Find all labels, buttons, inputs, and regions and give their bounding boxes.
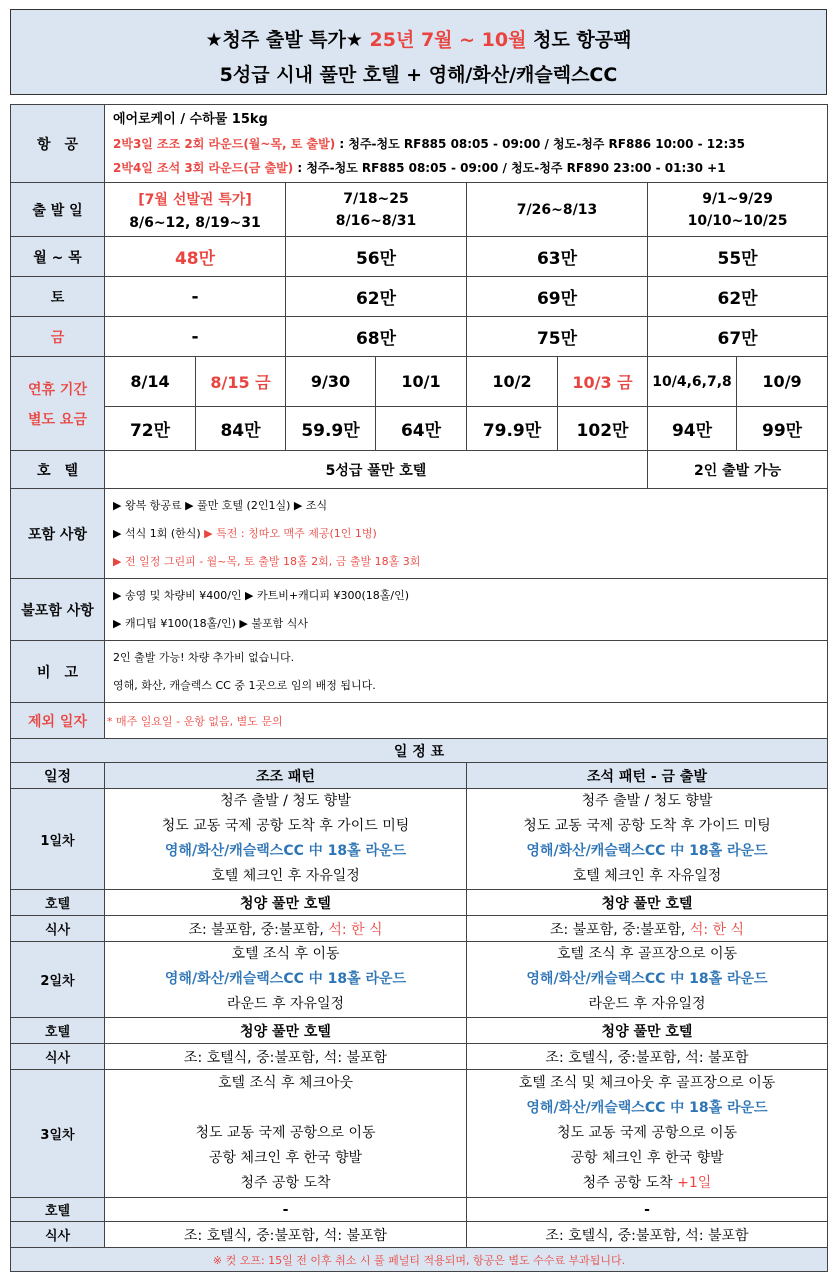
excluded-label: 불포함 사항: [11, 579, 105, 641]
included-content: ▶ 왕복 항공료 ▶ 풀만 호텔 (2인1실) ▶ 조식 ▶ 석식 1회 (한식) ▶ 특전 : 칭따오 맥주 제공(1인 1병) ▶ 전 일정 그린피 - 월~목, 토 출발 18홀 2회, 금 출발 18홀 3회: [105, 489, 828, 579]
day1-pattern-a: 청주 출발 / 청도 향발 청도 교동 국제 공항 도착 후 가이드 미팅 영해/화산/캐슬랙스CC 中 18홀 라운드 호텔 체크인 후 자유일정: [105, 789, 467, 890]
hotel-label: 호 텔: [11, 451, 105, 489]
day1-hotel-row: 호텔 청양 풀만 호텔 청양 풀만 호텔: [11, 890, 828, 916]
excluded-dates-label: 제외 일자: [11, 703, 105, 739]
excluded-content: ▶ 송영 및 차량비 ¥400/인 ▶ 카트비+캐디피 ¥300(18홀/인) ▶ 캐디팁 ¥100(18홀/인) ▶ 불포함 식사: [105, 579, 828, 641]
schedule-title: 일 정 표: [11, 739, 828, 763]
included-label: 포함 사항: [11, 489, 105, 579]
price-row-friday: 금 - 68만 75만 67만: [11, 317, 828, 357]
schedule-table: [10, 738, 828, 1272]
day2-row: 2일차 호텔 조식 후 이동 영해/화산/캐슬랙스CC 中 18홀 라운드 라운드 후 자유일정 호텔 조식 후 골프장으로 이동 영해/화산/캐슬랙스CC 中 18홀 라운드 라운드 후 자유일정: [11, 942, 828, 1018]
day2-meal-row: 식사 조: 호텔식, 중:불포함, 석: 불포함 조: 호텔식, 중:불포함, 석: 불포함: [11, 1044, 828, 1070]
day3-hotel-row: 호텔 - -: [11, 1198, 828, 1222]
departure-col-3: 7/26~8/13: [467, 183, 648, 237]
day2-hotel-row: 호텔 청양 풀만 호텔 청양 풀만 호텔: [11, 1018, 828, 1044]
schedule-col-day: 일정: [11, 763, 105, 789]
air-label: 항 공: [11, 105, 105, 183]
departure-col-2: 7/18~25 8/16~8/31: [286, 183, 467, 237]
title-banner: [10, 9, 827, 95]
day1-row: 1일차 청주 출발 / 청도 향발 청도 교동 국제 공항 도착 후 가이드 미팅 영해/화산/캐슬랙스CC 中 18홀 라운드 호텔 체크인 후 자유일정 청주 출발 / 청도 향발 청도 교동 국제 공항 도착 후 가이드 미팅 영해/화산/캐슬랙스CC 中 18홀 라운드 호텔 체크인 후 자유일정: [11, 789, 828, 890]
cutoff-footer: ※ 컷 오프: 15일 전 이후 취소 시 풀 페널티 적용되며, 항공은 별도 수수료 부과됩니다.: [11, 1248, 828, 1272]
title-line-1: [11, 25, 826, 52]
air-route-1: 2박3일 조조 2회 라운드(월~목, 토 출발) : 청주-청도 RF885 08:05 - 09:00 / 청도-청주 RF886 10:00 - 12:35: [113, 136, 745, 151]
hotel-note: 2인 출발 가능: [648, 451, 828, 489]
departure-label: 출 발 일: [11, 183, 105, 237]
air-route-2: 2박4일 조석 3회 라운드(금 출발) : 청주-청도 RF885 08:05 - 09:00 / 청도-청주 RF890 23:00 - 01:30 +1: [113, 160, 726, 175]
holiday-dates-row: 연휴 기간 별도 요금 8/14 8/15 금 9/30 10/1 10/2 10/3 금 10/4,6,7,8 10/9: [11, 357, 828, 407]
holiday-prices-row: 72만 84만 59.9만 64만 79.9만 102만 94만 99만: [11, 407, 828, 451]
day3-meal-row: 식사 조: 호텔식, 중:불포함, 석: 불포함 조: 호텔식, 중:불포함, 석: 불포함: [11, 1222, 828, 1248]
day3-pattern-b: 호텔 조식 및 체크아웃 후 골프장으로 이동 영해/화산/캐슬랙스CC 中 18홀 라운드 청도 교동 국제 공항으로 이동 공항 체크인 후 한국 향발 청주 공항 도착 +1일: [467, 1070, 828, 1198]
price-row-weekday: 월 ~ 목 48만 56만 63만 55만: [11, 237, 828, 277]
title-period: 25년 7월 ~ 10월: [369, 29, 527, 51]
price-row-saturday: 토 - 62만 69만 62만: [11, 277, 828, 317]
title-promo: ★청주 출발 특가★: [205, 29, 363, 51]
airline: 에어로케이 / 수하물 15kg: [113, 111, 268, 127]
day1-pattern-b: 청주 출발 / 청도 향발 청도 교동 국제 공항 도착 후 가이드 미팅 영해/화산/캐슬랙스CC 中 18홀 라운드 호텔 체크인 후 자유일정: [467, 789, 828, 890]
remarks-label: 비 고: [11, 641, 105, 703]
schedule-col-a: 조조 패턴: [105, 763, 467, 789]
pricing-table: [10, 104, 828, 739]
title-package: 청도 항공팩: [533, 29, 632, 51]
day3-row: 3일차 호텔 조식 후 체크아웃 청도 교동 국제 공항으로 이동 공항 체크인 후 한국 향발 청주 공항 도착 호텔 조식 및 체크아웃 후 골프장으로 이동 영해/화산/캐슬랙스CC 中 18홀 라운드 청도 교동 국제 공항으로 이동 공항 체크인 후 한국 향발 청주 공항 도착 +1일: [11, 1070, 828, 1198]
departure-col-4: 9/1~9/29 10/10~10/25: [648, 183, 828, 237]
schedule-col-b: 조석 패턴 - 금 출발: [467, 763, 828, 789]
remarks-content: 2인 출발 가능! 차량 추가비 없습니다. 영해, 화산, 캐슬렉스 CC 중 1곳으로 임의 배정 됩니다.: [105, 641, 828, 703]
title-line-2: 5성급 시내 풀만 호텔 + 영해/화산/캐슬렉스CC: [219, 64, 618, 86]
departure-col-1: [7월 선발권 특가] 8/6~12, 8/19~31: [105, 183, 286, 237]
day2-pattern-a: 호텔 조식 후 이동 영해/화산/캐슬랙스CC 中 18홀 라운드 라운드 후 자유일정: [105, 942, 467, 1018]
hotel-name: 5성급 풀만 호텔: [105, 451, 648, 489]
air-info: [105, 105, 828, 183]
holiday-label: 연휴 기간 별도 요금: [11, 357, 105, 451]
day1-meal-row: 식사 조: 불포함, 중:불포함, 석: 한 식 조: 불포함, 중:불포함, 석: 한 식: [11, 916, 828, 942]
excluded-dates-text: * 매주 일요일 - 운항 없음, 별도 문의: [105, 703, 828, 739]
day3-pattern-a: 호텔 조식 후 체크아웃 청도 교동 국제 공항으로 이동 공항 체크인 후 한국 향발 청주 공항 도착: [105, 1070, 467, 1198]
day2-pattern-b: 호텔 조식 후 골프장으로 이동 영해/화산/캐슬랙스CC 中 18홀 라운드 라운드 후 자유일정: [467, 942, 828, 1018]
